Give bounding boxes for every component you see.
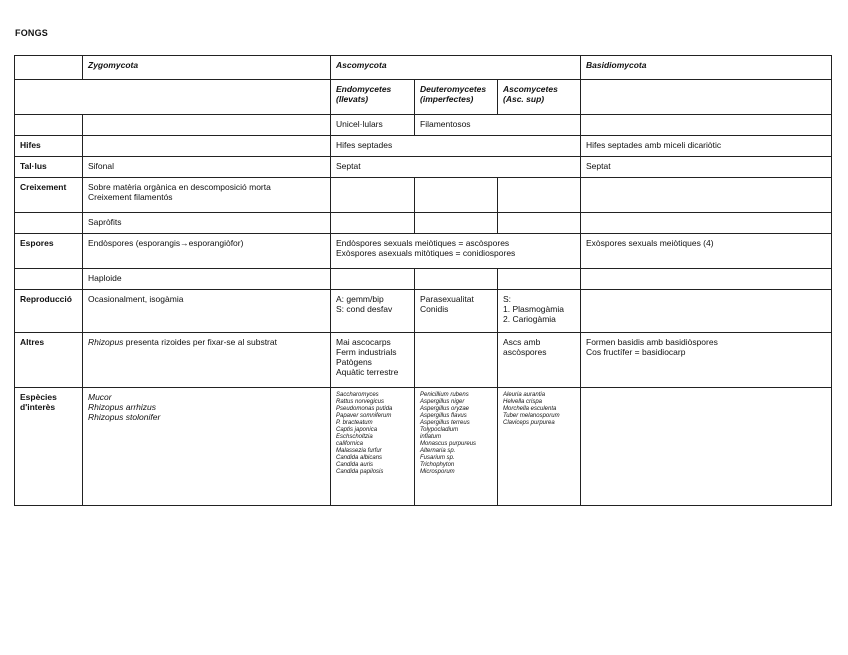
row-label-altres: Altres: [15, 333, 83, 388]
subheader-endomycetes: Endomycetes (llevats): [331, 80, 415, 115]
table-header-row: [15, 56, 832, 80]
table-row: [15, 269, 832, 290]
cell-espores-zygo: Endòspores (esporangis→esporangiòfor): [83, 234, 331, 269]
cell-especies-zygo: Mucor Rhizopus arrhizus Rhizopus stolonifer: [83, 388, 331, 506]
cell-altres-ascsup: Ascs amb ascòspores: [498, 333, 581, 388]
row-label-tallus: Tal·lus: [15, 157, 83, 178]
table-row: [15, 115, 832, 136]
cell-altres-endo: Mai ascocarps Ferm industrials Patògens Aquàtic terrestre: [331, 333, 415, 388]
cell-altres-basidio: Formen basidis amb basidiòspores Cos fructífer = basidiocarp: [581, 333, 832, 388]
cell-tallus-basidio: Septat: [581, 157, 832, 178]
table-row: [15, 290, 832, 333]
cell-sapro-zygo: Sapròfits: [83, 213, 331, 234]
cell-creixement-zygo: Sobre matèria orgànica en descomposició morta Creixement filamentós: [83, 178, 331, 213]
row-label-especies: Espècies d'interès: [15, 388, 83, 506]
page-title: FONGS: [15, 28, 49, 38]
cell-reproduccio-ascsup: S: 1. Plasmogàmia 2. Cariogàmia: [498, 290, 581, 333]
cell-reproduccio-deutero: Parasexualitat Conidis: [415, 290, 498, 333]
header-zygomycota: Zygomycota: [83, 56, 331, 80]
cell-altres-zygo: Rhizopus presenta rizoides per fixar-se al substrat: [83, 333, 331, 388]
table-row: [15, 333, 832, 388]
cell-especies-ascsup: Aleuria aurantia Helvella crispa Morchella esculenta Tuber melanosporum Claviceps purpurea: [498, 388, 581, 506]
row-label-hifes: Hifes: [15, 136, 83, 157]
table-row: [15, 388, 832, 506]
cell-reproduccio-endo: A: gemm/bip S: cond desfav: [331, 290, 415, 333]
cell-hifes-basidio: Hifes septades amb miceli dicariòtic: [581, 136, 832, 157]
cell-unicel: Unicel·lulars: [331, 115, 415, 136]
header-ascomycota: Ascomycota: [331, 56, 581, 80]
subheader-ascomycetes: Ascomycetes (Asc. sup): [498, 80, 581, 115]
row-label-reproduccio: Reproducció: [15, 290, 83, 333]
cell-filament: Filamentosos: [415, 115, 581, 136]
cell-tallus-zygo: Sifonal: [83, 157, 331, 178]
cell-tallus-asco: Septat: [331, 157, 581, 178]
table-row: [15, 234, 832, 269]
subheader-basidio-empty: [581, 80, 832, 115]
cell-hifes-asco: Hifes septades: [331, 136, 581, 157]
cell-especies-endo: Saccharomyces Rattus norvegicus Pseudomonas putida Papaver somniferum P. bracteatum Captis japonica Eschscholtzia californica Malassezia furfur Candida albicans Candida auris Candida papilosis: [331, 388, 415, 506]
row-label-espores: Espores: [15, 234, 83, 269]
subheader-empty: [15, 80, 331, 115]
table-row: [15, 136, 832, 157]
row-label-creixement: Creixement: [15, 178, 83, 213]
cell-espores-basidio: Exòspores sexuals meiòtiques (4): [581, 234, 832, 269]
cell-espores-asco: Endòspores sexuals meiòtiques = ascòspores Exòspores asexuals mitòtiques = conidiospores: [331, 234, 581, 269]
table-row: [15, 213, 832, 234]
fungi-table: [14, 55, 832, 506]
table-row: [15, 178, 832, 213]
cell-reproduccio-zygo: Ocasionalment, isogàmia: [83, 290, 331, 333]
subheader-deuteromycetes: Deuteromycetes (imperfectes): [415, 80, 498, 115]
cell-especies-deutero: Penicillium rubens Aspergillus niger Aspergillus oryzae Aspergillus flavus Aspergillus terreus Tolypocladium inflatum Monascus purpureus Alternaria sp. Fusarium sp. Trichophyton Microsporum: [415, 388, 498, 506]
header-basidiomycota: Basidiomycota: [581, 56, 832, 80]
subheader-row: [15, 80, 832, 115]
table-row: [15, 157, 832, 178]
corner-cell: [15, 56, 83, 80]
cell-haploide-zygo: Haploide: [83, 269, 331, 290]
